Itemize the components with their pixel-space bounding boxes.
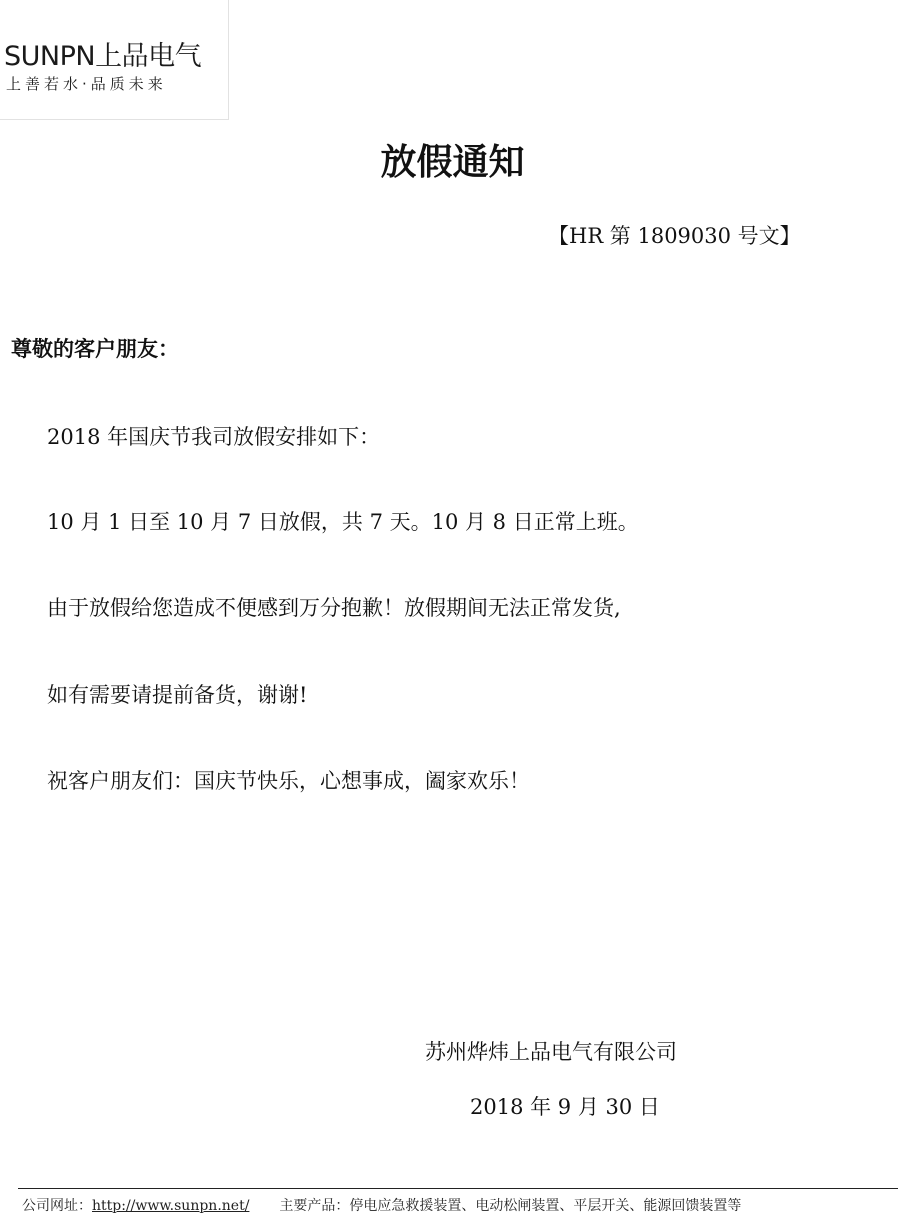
paragraph-dates: 10 月 1 日至 10 月 7 日放假，共 7 天。10 月 8 日正常上班。 [47,510,639,534]
footer-divider [18,1188,898,1189]
paragraph-arrangement: 2018 年国庆节我司放假安排如下： [47,425,381,449]
logo-text: SUNPN上品电气 [4,41,202,72]
paragraph-apology: 由于放假给您造成不便感到万分抱歉！放假期间无法正常发货, [47,596,621,620]
document-number: 【HR 第 1809030 号文】 [548,224,801,248]
logo-slogan: 上善若水·品质未来 [6,75,167,93]
notice-title: 放假通知 [380,142,525,183]
website-link[interactable]: http://www.sunpn.net/ [92,1198,250,1214]
products-label: 主要产品： [279,1198,350,1214]
notice-date: 2018 年 9 月 30 日 [470,1095,660,1119]
paragraph-advice: 如有需要请提前备货，谢谢! [47,683,308,707]
footer [22,1195,741,1215]
greeting: 尊敬的客户朋友： [11,337,179,361]
company-logo [0,0,229,120]
products-list: 停电应急救援装置、电动松闸装置、平层开关、能源回馈装置等 [349,1198,742,1214]
company-signature: 苏州烨炜上品电气有限公司 [425,1040,677,1064]
paragraph-wishes: 祝客户朋友们：国庆节快乐，心想事成，阖家欢乐！ [47,769,530,793]
website-label: 公司网址： [22,1198,92,1214]
